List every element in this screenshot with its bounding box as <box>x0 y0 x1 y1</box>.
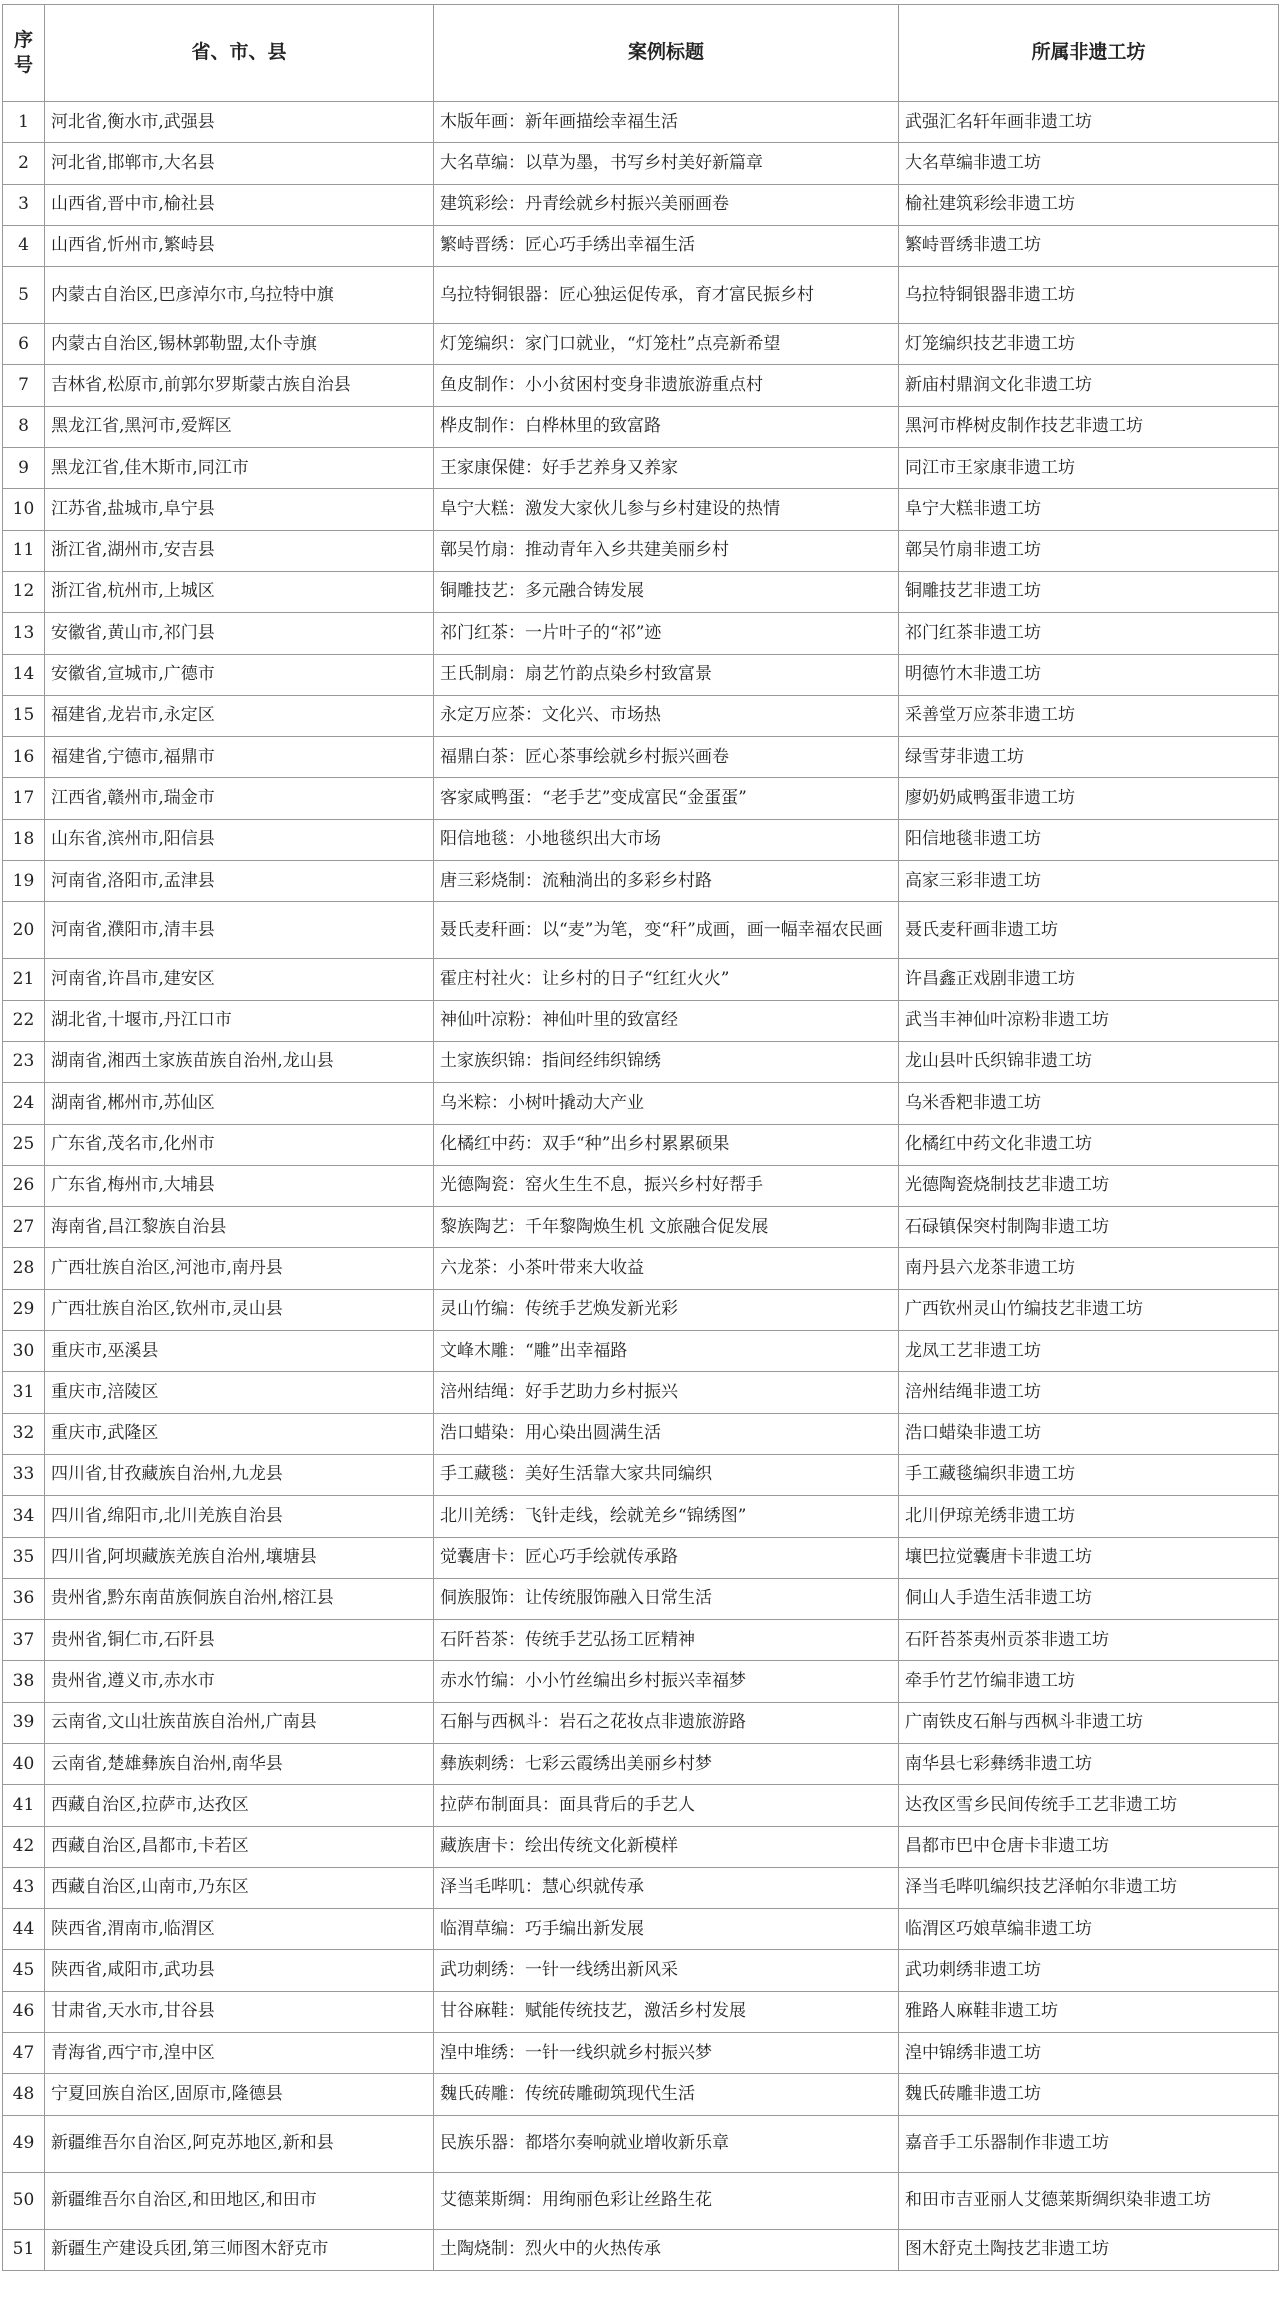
location-cell: 西藏自治区,山南市,乃东区 <box>45 1867 434 1908</box>
row-number-cell: 46 <box>3 1991 45 2032</box>
case-title-cell: 鄣吴竹扇：推动青年入乡共建美丽乡村 <box>434 530 899 571</box>
row-number-cell: 51 <box>3 2229 45 2270</box>
location-cell: 黑龙江省,黑河市,爱辉区 <box>45 406 434 447</box>
location-cell: 湖北省,十堰市,丹江口市 <box>45 1000 434 1041</box>
table-row <box>3 2074 1279 2115</box>
location-cell: 云南省,文山壮族苗族自治州,广南县 <box>45 1702 434 1743</box>
workshop-cell: 鄣吴竹扇非遗工坊 <box>899 530 1279 571</box>
workshop-cell: 许昌鑫正戏剧非遗工坊 <box>899 959 1279 1000</box>
row-number-cell: 5 <box>3 267 45 324</box>
row-number-cell: 32 <box>3 1413 45 1454</box>
row-number-cell: 2 <box>3 143 45 184</box>
row-number-cell: 47 <box>3 2033 45 2074</box>
workshop-cell: 达孜区雪乡民间传统手工艺非遗工坊 <box>899 1785 1279 1826</box>
case-title-cell: 觉囊唐卡：匠心巧手绘就传承路 <box>434 1537 899 1578</box>
table-row <box>3 1454 1279 1495</box>
case-title-cell: 客家咸鸭蛋：“老手艺”变成富民“金蛋蛋” <box>434 778 899 819</box>
case-title-cell: 木版年画：新年画描绘幸福生活 <box>434 102 899 143</box>
row-number-cell: 33 <box>3 1454 45 1495</box>
location-cell: 云南省,楚雄彝族自治州,南华县 <box>45 1743 434 1784</box>
row-number-cell: 27 <box>3 1207 45 1248</box>
location-cell: 福建省,宁德市,福鼎市 <box>45 737 434 778</box>
table-row <box>3 1661 1279 1702</box>
location-cell: 江西省,赣州市,瑞金市 <box>45 778 434 819</box>
case-title-cell: 武功刺绣：一针一线绣出新风采 <box>434 1950 899 1991</box>
location-cell: 西藏自治区,昌都市,卡若区 <box>45 1826 434 1867</box>
workshop-cell: 牵手竹艺竹编非遗工坊 <box>899 1661 1279 1702</box>
table-row <box>3 267 1279 324</box>
workshop-cell: 昌都市巴中仓唐卡非遗工坊 <box>899 1826 1279 1867</box>
workshop-cell: 石碌镇保突村制陶非遗工坊 <box>899 1207 1279 1248</box>
location-cell: 重庆市,巫溪县 <box>45 1331 434 1372</box>
case-title-cell: 泽当毛哔叽：慧心织就传承 <box>434 1867 899 1908</box>
location-cell: 河南省,许昌市,建安区 <box>45 959 434 1000</box>
row-number-cell: 30 <box>3 1331 45 1372</box>
case-title-cell: 彝族刺绣：七彩云霞绣出美丽乡村梦 <box>434 1743 899 1784</box>
case-title-cell: 乌拉特铜银器：匠心独运促传承，育才富民振乡村 <box>434 267 899 324</box>
case-title-cell: 祁门红茶：一片叶子的“祁”迹 <box>434 613 899 654</box>
location-cell: 河南省,洛阳市,孟津县 <box>45 861 434 902</box>
case-title-cell: 建筑彩绘：丹青绘就乡村振兴美丽画卷 <box>434 184 899 225</box>
case-title-cell: 福鼎白茶：匠心茶事绘就乡村振兴画卷 <box>434 737 899 778</box>
location-cell: 贵州省,铜仁市,石阡县 <box>45 1620 434 1661</box>
case-title-cell: 涪州结绳：好手艺助力乡村振兴 <box>434 1372 899 1413</box>
row-number-cell: 11 <box>3 530 45 571</box>
table-row <box>3 1124 1279 1165</box>
case-title-cell: 土陶烧制：烈火中的火热传承 <box>434 2229 899 2270</box>
case-title-cell: 唐三彩烧制：流釉淌出的多彩乡村路 <box>434 861 899 902</box>
location-cell: 宁夏回族自治区,固原市,隆德县 <box>45 2074 434 2115</box>
table-row <box>3 1248 1279 1289</box>
row-number-cell: 4 <box>3 225 45 266</box>
workshop-cell: 廖奶奶咸鸭蛋非遗工坊 <box>899 778 1279 819</box>
location-cell: 浙江省,湖州市,安吉县 <box>45 530 434 571</box>
row-number-cell: 45 <box>3 1950 45 1991</box>
location-cell: 内蒙古自治区,锡林郭勒盟,太仆寺旗 <box>45 324 434 365</box>
workshop-cell: 采善堂万应茶非遗工坊 <box>899 695 1279 736</box>
row-number-cell: 37 <box>3 1620 45 1661</box>
row-number-cell: 9 <box>3 448 45 489</box>
case-title-cell: 湟中堆绣：一针一线织就乡村振兴梦 <box>434 2033 899 2074</box>
row-number-cell: 3 <box>3 184 45 225</box>
row-number-cell: 6 <box>3 324 45 365</box>
case-title-cell: 北川羌绣：飞针走线，绘就羌乡“锦绣图” <box>434 1496 899 1537</box>
case-title-cell: 手工藏毯：美好生活靠大家共同编织 <box>434 1454 899 1495</box>
table-row <box>3 1000 1279 1041</box>
row-number-cell: 16 <box>3 737 45 778</box>
row-number-cell: 31 <box>3 1372 45 1413</box>
location-cell: 浙江省,杭州市,上城区 <box>45 571 434 612</box>
table-row <box>3 489 1279 530</box>
row-number-cell: 20 <box>3 902 45 959</box>
workshop-cell: 大名草编非遗工坊 <box>899 143 1279 184</box>
table-row <box>3 1785 1279 1826</box>
table-row <box>3 613 1279 654</box>
location-cell: 湖南省,湘西土家族苗族自治州,龙山县 <box>45 1041 434 1082</box>
row-number-cell: 38 <box>3 1661 45 1702</box>
case-title-cell: 聂氏麦秆画：以“麦”为笔，变“秆”成画，画一幅幸福农民画 <box>434 902 899 959</box>
table-row <box>3 1578 1279 1619</box>
case-title-cell: 石斛与西枫斗：岩石之花妆点非遗旅游路 <box>434 1702 899 1743</box>
table-row <box>3 102 1279 143</box>
row-number-cell: 41 <box>3 1785 45 1826</box>
location-cell: 安徽省,宣城市,广德市 <box>45 654 434 695</box>
row-number-cell: 29 <box>3 1289 45 1330</box>
workshop-cell: 侗山人手造生活非遗工坊 <box>899 1578 1279 1619</box>
row-number-cell: 24 <box>3 1083 45 1124</box>
workshop-cell: 阳信地毯非遗工坊 <box>899 819 1279 860</box>
location-cell: 新疆维吾尔自治区,阿克苏地区,新和县 <box>45 2115 434 2172</box>
workshop-cell: 榆社建筑彩绘非遗工坊 <box>899 184 1279 225</box>
workshop-cell: 北川伊琼羌绣非遗工坊 <box>899 1496 1279 1537</box>
case-title-cell: 王家康保健：好手艺养身又养家 <box>434 448 899 489</box>
case-title-cell: 浩口蜡染：用心染出圆满生活 <box>434 1413 899 1454</box>
workshop-cell: 灯笼编织技艺非遗工坊 <box>899 324 1279 365</box>
location-cell: 河北省,衡水市,武强县 <box>45 102 434 143</box>
table-row <box>3 737 1279 778</box>
location-cell: 广东省,茂名市,化州市 <box>45 1124 434 1165</box>
location-cell: 福建省,龙岩市,永定区 <box>45 695 434 736</box>
table-row <box>3 1950 1279 1991</box>
workshop-cell: 和田市吉亚丽人艾德莱斯绸织染非遗工坊 <box>899 2172 1279 2229</box>
location-cell: 贵州省,遵义市,赤水市 <box>45 1661 434 1702</box>
table-row <box>3 1909 1279 1950</box>
row-number-cell: 43 <box>3 1867 45 1908</box>
row-number-cell: 17 <box>3 778 45 819</box>
location-cell: 新疆维吾尔自治区,和田地区,和田市 <box>45 2172 434 2229</box>
case-title-cell: 艾德莱斯绸：用绚丽色彩让丝路生花 <box>434 2172 899 2229</box>
row-number-cell: 8 <box>3 406 45 447</box>
location-cell: 重庆市,涪陵区 <box>45 1372 434 1413</box>
case-title-cell: 赤水竹编：小小竹丝编出乡村振兴幸福梦 <box>434 1661 899 1702</box>
location-cell: 广西壮族自治区,河池市,南丹县 <box>45 1248 434 1289</box>
case-title-cell: 甘谷麻鞋：赋能传统技艺，激活乡村发展 <box>434 1991 899 2032</box>
row-number-cell: 22 <box>3 1000 45 1041</box>
row-number-cell: 49 <box>3 2115 45 2172</box>
workshop-cell: 武功刺绣非遗工坊 <box>899 1950 1279 1991</box>
case-title-cell: 土家族织锦：指间经纬织锦绣 <box>434 1041 899 1082</box>
table-row <box>3 2172 1279 2229</box>
location-cell: 新疆生产建设兵团,第三师图木舒克市 <box>45 2229 434 2270</box>
case-title-cell: 霍庄村社火：让乡村的日子“红红火火” <box>434 959 899 1000</box>
header-case-title: 案例标题 <box>434 5 899 102</box>
case-title-cell: 临渭草编：巧手编出新发展 <box>434 1909 899 1950</box>
row-number-cell: 40 <box>3 1743 45 1784</box>
table-row <box>3 2115 1279 2172</box>
location-cell: 四川省,甘孜藏族自治州,九龙县 <box>45 1454 434 1495</box>
workshop-cell: 乌米香粑非遗工坊 <box>899 1083 1279 1124</box>
header-serial-number-label: 序 号 <box>13 29 33 76</box>
workshop-cell: 图木舒克土陶技艺非遗工坊 <box>899 2229 1279 2270</box>
case-title-cell: 灵山竹编：传统手艺焕发新光彩 <box>434 1289 899 1330</box>
table-row <box>3 1207 1279 1248</box>
case-title-cell: 灯笼编织：家门口就业，“灯笼杜”点亮新希望 <box>434 324 899 365</box>
workshop-cell: 武强汇名轩年画非遗工坊 <box>899 102 1279 143</box>
workshop-cell: 铜雕技艺非遗工坊 <box>899 571 1279 612</box>
table-row <box>3 1826 1279 1867</box>
workshop-cell: 阜宁大糕非遗工坊 <box>899 489 1279 530</box>
row-number-cell: 15 <box>3 695 45 736</box>
location-cell: 四川省,绵阳市,北川羌族自治县 <box>45 1496 434 1537</box>
workshop-cell: 泽当毛哔叽编织技艺泽帕尔非遗工坊 <box>899 1867 1279 1908</box>
location-cell: 贵州省,黔东南苗族侗族自治州,榕江县 <box>45 1578 434 1619</box>
case-title-cell: 化橘红中药：双手“种”出乡村累累硕果 <box>434 1124 899 1165</box>
case-title-cell: 六龙茶：小茶叶带来大收益 <box>434 1248 899 1289</box>
workshop-cell: 临渭区巧娘草编非遗工坊 <box>899 1909 1279 1950</box>
location-cell: 陕西省,咸阳市,武功县 <box>45 1950 434 1991</box>
location-cell: 山东省,滨州市,阳信县 <box>45 819 434 860</box>
case-title-cell: 神仙叶凉粉：神仙叶里的致富经 <box>434 1000 899 1041</box>
table-row <box>3 1372 1279 1413</box>
table-row <box>3 143 1279 184</box>
table-row <box>3 2229 1279 2270</box>
workshop-cell: 光德陶瓷烧制技艺非遗工坊 <box>899 1165 1279 1206</box>
case-title-cell: 鱼皮制作：小小贫困村变身非遗旅游重点村 <box>434 365 899 406</box>
workshop-cell: 广西钦州灵山竹编技艺非遗工坊 <box>899 1289 1279 1330</box>
case-title-cell: 文峰木雕：“雕”出幸福路 <box>434 1331 899 1372</box>
case-title-cell: 侗族服饰：让传统服饰融入日常生活 <box>434 1578 899 1619</box>
case-title-cell: 王氏制扇：扇艺竹韵点染乡村致富景 <box>434 654 899 695</box>
case-title-cell: 阜宁大糕：激发大家伙儿参与乡村建设的热情 <box>434 489 899 530</box>
table-row <box>3 571 1279 612</box>
row-number-cell: 48 <box>3 2074 45 2115</box>
table-row <box>3 1743 1279 1784</box>
row-number-cell: 34 <box>3 1496 45 1537</box>
workshop-cell: 石阡苔茶夷州贡茶非遗工坊 <box>899 1620 1279 1661</box>
table-row <box>3 902 1279 959</box>
workshop-cell: 广南铁皮石斛与西枫斗非遗工坊 <box>899 1702 1279 1743</box>
workshop-cell: 嘉音手工乐器制作非遗工坊 <box>899 2115 1279 2172</box>
table-row <box>3 819 1279 860</box>
table-row <box>3 1867 1279 1908</box>
row-number-cell: 21 <box>3 959 45 1000</box>
workshop-cell: 龙凤工艺非遗工坊 <box>899 1331 1279 1372</box>
case-title-cell: 拉萨布制面具：面具背后的手艺人 <box>434 1785 899 1826</box>
case-title-cell: 藏族唐卡：绘出传统文化新模样 <box>434 1826 899 1867</box>
case-title-cell: 光德陶瓷：窑火生生不息，振兴乡村好帮手 <box>434 1165 899 1206</box>
workshop-cell: 武当丰神仙叶凉粉非遗工坊 <box>899 1000 1279 1041</box>
workshop-cell: 绿雪芽非遗工坊 <box>899 737 1279 778</box>
table-row <box>3 225 1279 266</box>
workshop-cell: 南丹县六龙茶非遗工坊 <box>899 1248 1279 1289</box>
workshop-cell: 聂氏麦秆画非遗工坊 <box>899 902 1279 959</box>
row-number-cell: 25 <box>3 1124 45 1165</box>
location-cell: 山西省,忻州市,繁峙县 <box>45 225 434 266</box>
table-row <box>3 2033 1279 2074</box>
location-cell: 陕西省,渭南市,临渭区 <box>45 1909 434 1950</box>
row-number-cell: 13 <box>3 613 45 654</box>
table-row <box>3 778 1279 819</box>
case-title-cell: 铜雕技艺：多元融合铸发展 <box>434 571 899 612</box>
location-cell: 山西省,晋中市,榆社县 <box>45 184 434 225</box>
row-number-cell: 10 <box>3 489 45 530</box>
case-title-cell: 魏氏砖雕：传统砖雕砌筑现代生活 <box>434 2074 899 2115</box>
case-title-cell: 石阡苔茶：传统手艺弘扬工匠精神 <box>434 1620 899 1661</box>
location-cell: 青海省,西宁市,湟中区 <box>45 2033 434 2074</box>
workshop-cell: 明德竹木非遗工坊 <box>899 654 1279 695</box>
workshop-cell: 繁峙晋绣非遗工坊 <box>899 225 1279 266</box>
workshop-cell: 手工藏毯编织非遗工坊 <box>899 1454 1279 1495</box>
row-number-cell: 12 <box>3 571 45 612</box>
row-number-cell: 1 <box>3 102 45 143</box>
location-cell: 江苏省,盐城市,阜宁县 <box>45 489 434 530</box>
header-row <box>3 5 1279 102</box>
location-cell: 甘肃省,天水市,甘谷县 <box>45 1991 434 2032</box>
workshop-cell: 龙山县叶氏织锦非遗工坊 <box>899 1041 1279 1082</box>
row-number-cell: 50 <box>3 2172 45 2229</box>
table-row <box>3 1620 1279 1661</box>
row-number-cell: 18 <box>3 819 45 860</box>
table-row <box>3 1702 1279 1743</box>
location-cell: 湖南省,郴州市,苏仙区 <box>45 1083 434 1124</box>
table-row <box>3 1165 1279 1206</box>
row-number-cell: 19 <box>3 861 45 902</box>
case-title-cell: 乌米粽：小树叶撬动大产业 <box>434 1083 899 1124</box>
location-cell: 广西壮族自治区,钦州市,灵山县 <box>45 1289 434 1330</box>
header-serial-number <box>3 5 45 102</box>
header-location: 省、市、县 <box>45 5 434 102</box>
workshop-cell: 化橘红中药文化非遗工坊 <box>899 1124 1279 1165</box>
row-number-cell: 26 <box>3 1165 45 1206</box>
location-cell: 四川省,阿坝藏族羌族自治州,壤塘县 <box>45 1537 434 1578</box>
location-cell: 西藏自治区,拉萨市,达孜区 <box>45 1785 434 1826</box>
table-row <box>3 861 1279 902</box>
table-row <box>3 1083 1279 1124</box>
workshop-cell: 祁门红茶非遗工坊 <box>899 613 1279 654</box>
row-number-cell: 39 <box>3 1702 45 1743</box>
table-row <box>3 530 1279 571</box>
workshop-cell: 涪州结绳非遗工坊 <box>899 1372 1279 1413</box>
location-cell: 安徽省,黄山市,祁门县 <box>45 613 434 654</box>
row-number-cell: 42 <box>3 1826 45 1867</box>
workshop-cell: 雅路人麻鞋非遗工坊 <box>899 1991 1279 2032</box>
case-table <box>2 4 1279 2271</box>
table-row <box>3 184 1279 225</box>
workshop-cell: 浩口蜡染非遗工坊 <box>899 1413 1279 1454</box>
table-row <box>3 1991 1279 2032</box>
table-row <box>3 1496 1279 1537</box>
workshop-cell: 高家三彩非遗工坊 <box>899 861 1279 902</box>
workshop-cell: 南华县七彩彝绣非遗工坊 <box>899 1743 1279 1784</box>
table-row <box>3 959 1279 1000</box>
row-number-cell: 14 <box>3 654 45 695</box>
location-cell: 广东省,梅州市,大埔县 <box>45 1165 434 1206</box>
table-header <box>3 5 1279 102</box>
table-row <box>3 695 1279 736</box>
location-cell: 黑龙江省,佳木斯市,同江市 <box>45 448 434 489</box>
table-row <box>3 448 1279 489</box>
workshop-cell: 同江市王家康非遗工坊 <box>899 448 1279 489</box>
table-row <box>3 1041 1279 1082</box>
header-workshop: 所属非遗工坊 <box>899 5 1279 102</box>
table-row <box>3 654 1279 695</box>
workshop-cell: 新庙村鼎润文化非遗工坊 <box>899 365 1279 406</box>
row-number-cell: 35 <box>3 1537 45 1578</box>
row-number-cell: 36 <box>3 1578 45 1619</box>
case-title-cell: 黎族陶艺：千年黎陶焕生机 文旅融合促发展 <box>434 1207 899 1248</box>
case-title-cell: 民族乐器：都塔尔奏响就业增收新乐章 <box>434 2115 899 2172</box>
row-number-cell: 28 <box>3 1248 45 1289</box>
table-row <box>3 1537 1279 1578</box>
table-row <box>3 1331 1279 1372</box>
case-title-cell: 大名草编：以草为墨，书写乡村美好新篇章 <box>434 143 899 184</box>
case-title-cell: 桦皮制作：白桦林里的致富路 <box>434 406 899 447</box>
case-title-cell: 繁峙晋绣：匠心巧手绣出幸福生活 <box>434 225 899 266</box>
row-number-cell: 44 <box>3 1909 45 1950</box>
table-row <box>3 365 1279 406</box>
location-cell: 河南省,濮阳市,清丰县 <box>45 902 434 959</box>
location-cell: 重庆市,武隆区 <box>45 1413 434 1454</box>
workshop-cell: 黑河市桦树皮制作技艺非遗工坊 <box>899 406 1279 447</box>
workshop-cell: 壤巴拉觉囊唐卡非遗工坊 <box>899 1537 1279 1578</box>
workshop-cell: 乌拉特铜银器非遗工坊 <box>899 267 1279 324</box>
row-number-cell: 7 <box>3 365 45 406</box>
workshop-cell: 湟中锦绣非遗工坊 <box>899 2033 1279 2074</box>
table-row <box>3 406 1279 447</box>
table-body <box>3 102 1279 2271</box>
table-row <box>3 1289 1279 1330</box>
table-row <box>3 1413 1279 1454</box>
case-title-cell: 永定万应茶：文化兴、市场热 <box>434 695 899 736</box>
location-cell: 吉林省,松原市,前郭尔罗斯蒙古族自治县 <box>45 365 434 406</box>
table-row <box>3 324 1279 365</box>
case-title-cell: 阳信地毯：小地毯织出大市场 <box>434 819 899 860</box>
location-cell: 内蒙古自治区,巴彦淖尔市,乌拉特中旗 <box>45 267 434 324</box>
location-cell: 海南省,昌江黎族自治县 <box>45 1207 434 1248</box>
workshop-cell: 魏氏砖雕非遗工坊 <box>899 2074 1279 2115</box>
location-cell: 河北省,邯郸市,大名县 <box>45 143 434 184</box>
row-number-cell: 23 <box>3 1041 45 1082</box>
